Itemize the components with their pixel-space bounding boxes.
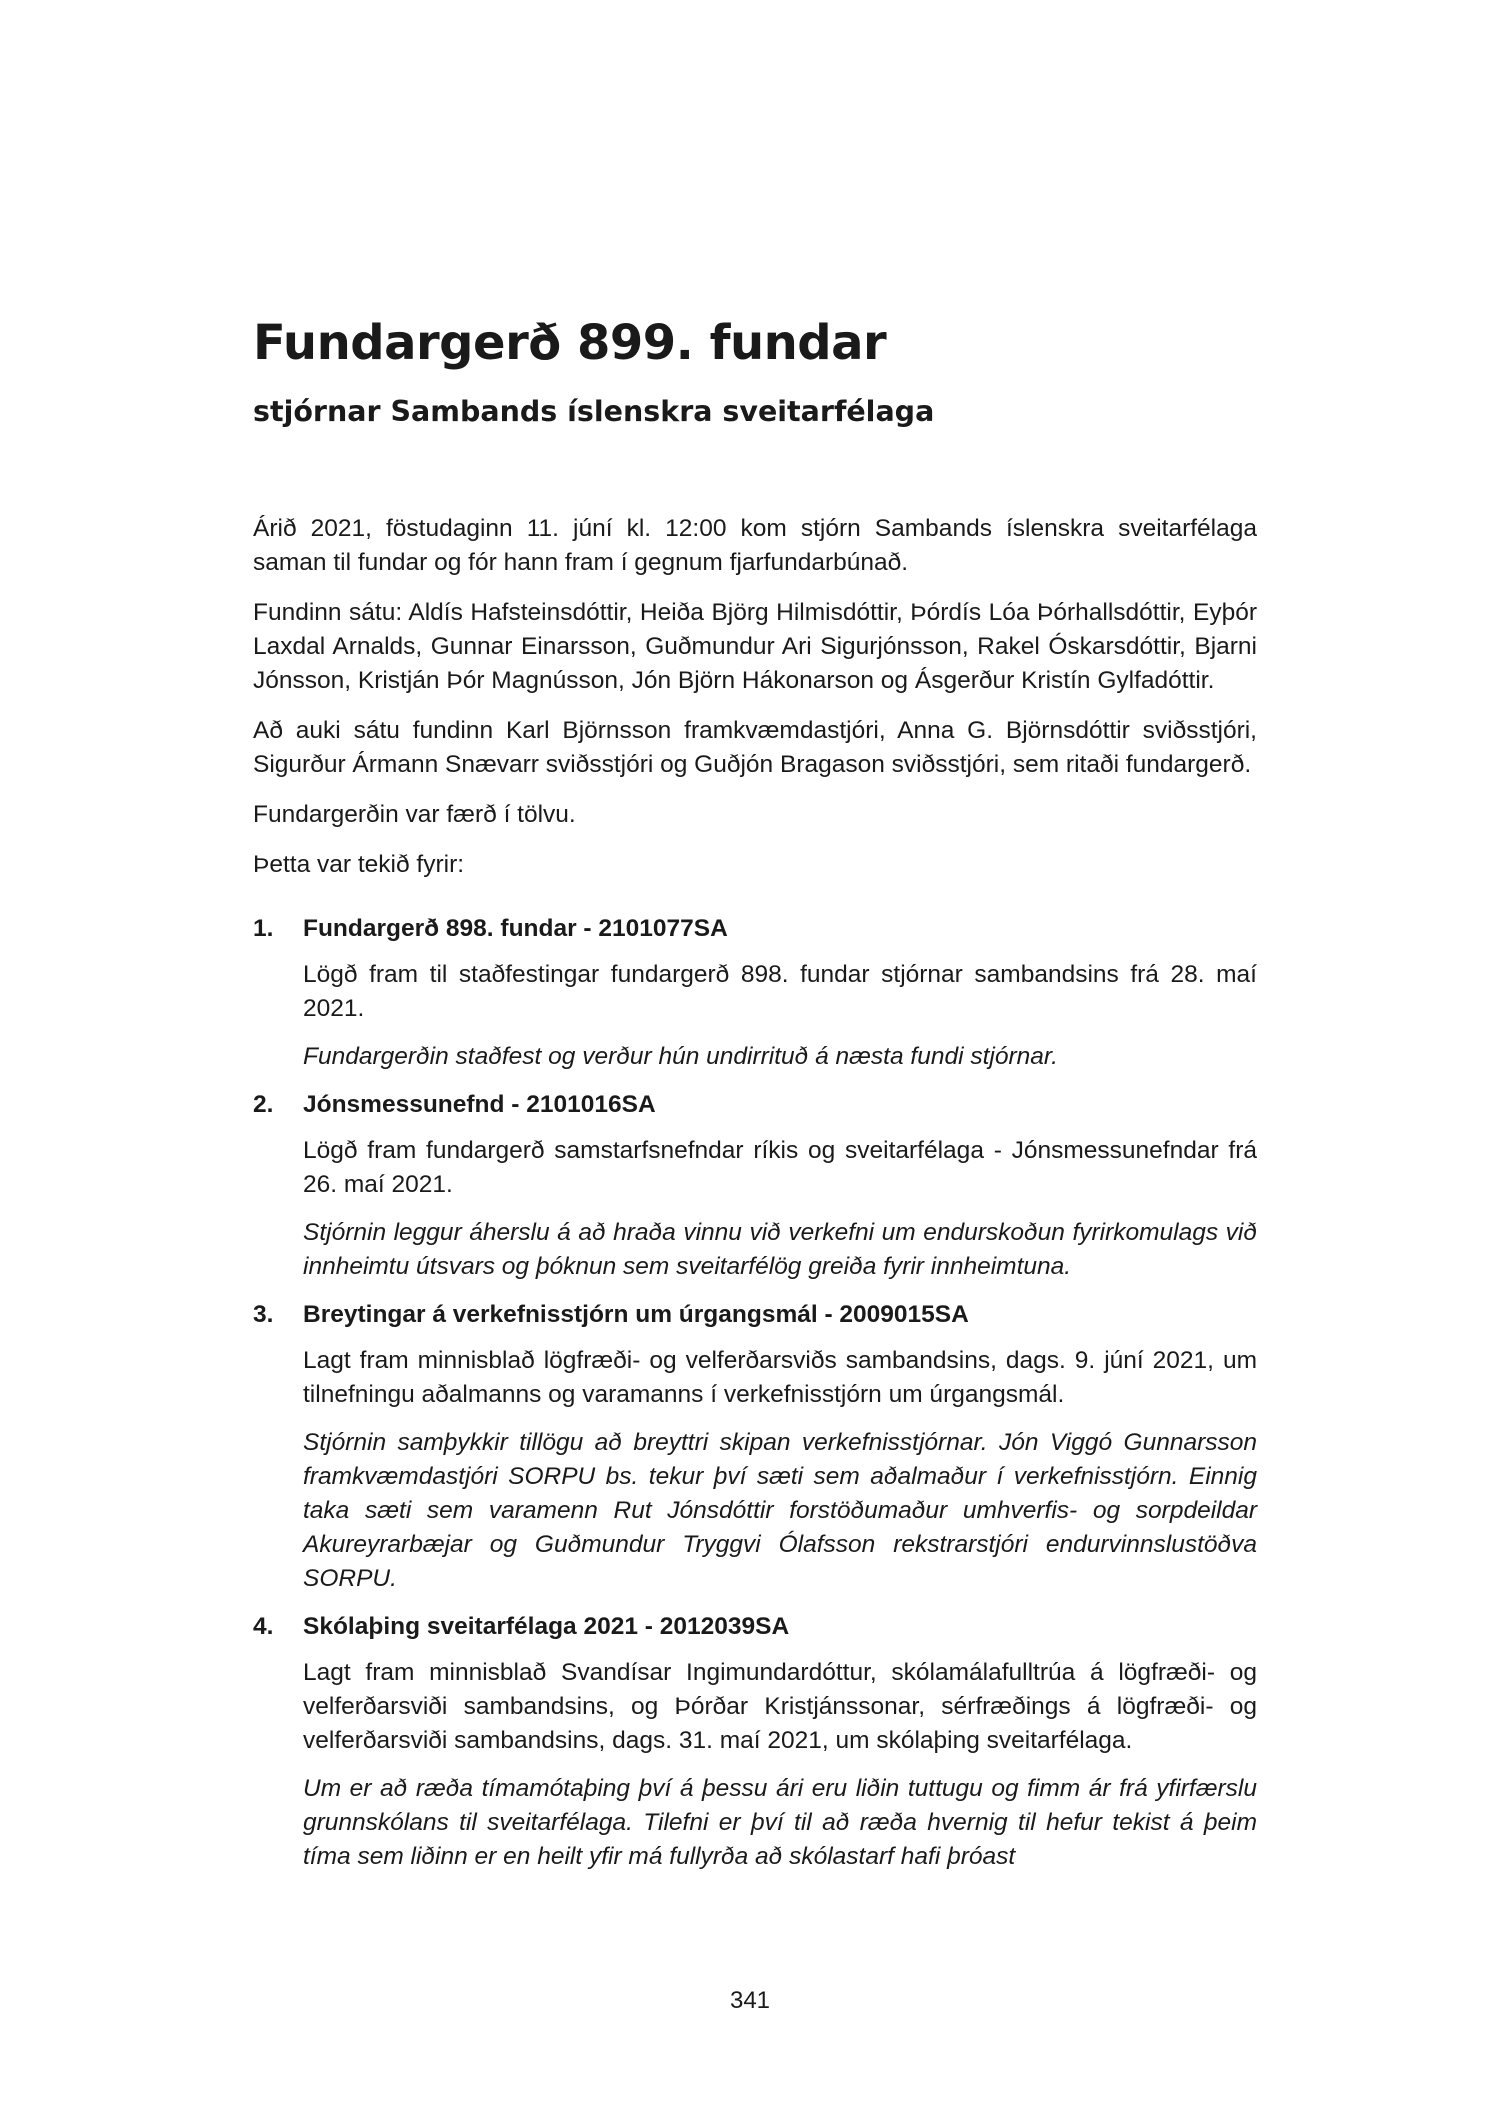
agenda-item-title: Jónsmessunefnd - 2101016SA [303, 1091, 656, 1118]
agenda-item [253, 1298, 1257, 1596]
agenda-item [253, 1088, 1257, 1284]
agenda-item-number: 1. [253, 915, 274, 942]
intro-paragraph: Árið 2021, föstudaginn 11. júní kl. 12:00 kom stjórn Sambands íslenskra sveitarfélaga saman til fundar og fór hann fram í gegnum fjarfundarbúnað. [253, 515, 1257, 576]
agenda-item-heading [253, 1088, 1257, 1122]
document-page [253, 300, 1257, 1888]
agenda-item-body [303, 1656, 1257, 1874]
recorded-paragraph: Fundargerðin var færð í tölvu. [253, 801, 576, 828]
agenda-item-number: 4. [253, 1613, 274, 1640]
agenda-item-title: Fundargerð 898. fundar - 2101077SA [303, 915, 728, 942]
agenda-item-number: 2. [253, 1091, 274, 1118]
agenda-item-text: Lagt fram minnisblað lögfræði- og velferðarsviðs sambandsins, dags. 9. júní 2021, um tilnefningu aðalmanns og varamanns í verkefnisstjórn um úrgangsmál. [303, 1347, 1257, 1408]
agenda-item [253, 1610, 1257, 1874]
agenda-item-decision: Stjórnin leggur áherslu á að hraða vinnu við verkefni um endurskoðun fyrirkomulags við innheimtu útsvars og þóknun sem sveitarfélög greiða fyrir innheimtuna. [303, 1219, 1257, 1280]
agenda-item-decision: Fundargerðin staðfest og verður hún undirrituð á næsta fundi stjórnar. [303, 1043, 1058, 1070]
agenda-item-heading [253, 1298, 1257, 1332]
agenda-item-body [303, 958, 1257, 1074]
agenda-list [253, 912, 1257, 1874]
agenda-item-title: Breytingar á verkefnisstjórn um úrgangsmál - 2009015SA [303, 1301, 969, 1328]
agenda-item-text: Lögð fram til staðfestingar fundargerð 898. fundar stjórnar sambandsins frá 28. maí 2021. [303, 961, 1257, 1022]
agenda-item-decision: Stjórnin samþykkir tillögu að breyttri skipan verkefnisstjórnar. Jón Viggó Gunnarsson framkvæmdastjóri SORPU bs. tekur því sæti sem aðalmaður í verkefnisstjórn. Einnig taka sæti sem varamenn Rut Jónsdóttir forstöðumaður umhverfis- og sorpdeildar Akureyrarbæjar og Guðmundur Tryggvi Ólafsson rekstrarstjóri endurvinnslustöðva SORPU. [303, 1429, 1257, 1592]
agenda-item-heading [253, 1610, 1257, 1644]
agenda-item-title: Skólaþing sveitarfélaga 2021 - 2012039SA [303, 1613, 790, 1640]
agenda-item-text: Lagt fram minnisblað Svandísar Ingimundardóttur, skólamálafulltrúa á lögfræði- og velferðarsviði sambandsins, og Þórðar Kristjánssonar, sérfræðings á lögfræði- og velferðarsviði sambandsins, dags. 31. maí 2021, um skólaþing sveitarfélaga. [303, 1659, 1257, 1754]
agenda-intro: Þetta var tekið fyrir: [253, 851, 465, 878]
page-subtitle: stjórnar Sambands íslenskra sveitarfélaga [253, 395, 935, 428]
agenda-item-body [303, 1134, 1257, 1284]
agenda-item-heading [253, 912, 1257, 946]
agenda-item-decision: Um er að ræða tímamótaþing því á þessu ári eru liðin tuttugu og fimm ár frá yfirfærslu grunnskólans til sveitarfélaga. Tilefni er því til að ræða hvernig til hefur tekist á þeim tíma sem liðinn er en heilt yfir má fullyrða að skólastarf hafi þróast [303, 1775, 1257, 1870]
agenda-item-text: Lögð fram fundargerð samstarfsnefndar ríkis og sveitarfélaga - Jónsmessunefndar frá 26. maí 2021. [303, 1137, 1257, 1198]
staff-paragraph: Að auki sátu fundinn Karl Björnsson framkvæmdastjóri, Anna G. Björnsdóttir sviðsstjóri, Sigurður Ármann Snævarr sviðsstjóri og Guðjón Bragason sviðsstjóri, sem ritaði fundargerð. [253, 717, 1257, 778]
page-title: Fundargerð 899. fundar [253, 315, 887, 371]
agenda-item-body [303, 1344, 1257, 1596]
attendees-paragraph: Fundinn sátu: Aldís Hafsteinsdóttir, Heiða Björg Hilmisdóttir, Þórdís Lóa Þórhallsdóttir, Eyþór Laxdal Arnalds, Gunnar Einarsson, Guðmundur Ari Sigurjónsson, Rakel Óskarsdóttir, Bjarni Jónsson, Kristján Þór Magnússon, Jón Björn Hákonarson og Ásgerður Kristín Gylfadóttir. [253, 599, 1257, 694]
page-number: 341 [729, 1987, 771, 2014]
agenda-item-number: 3. [253, 1301, 274, 1328]
agenda-item [253, 912, 1257, 1074]
